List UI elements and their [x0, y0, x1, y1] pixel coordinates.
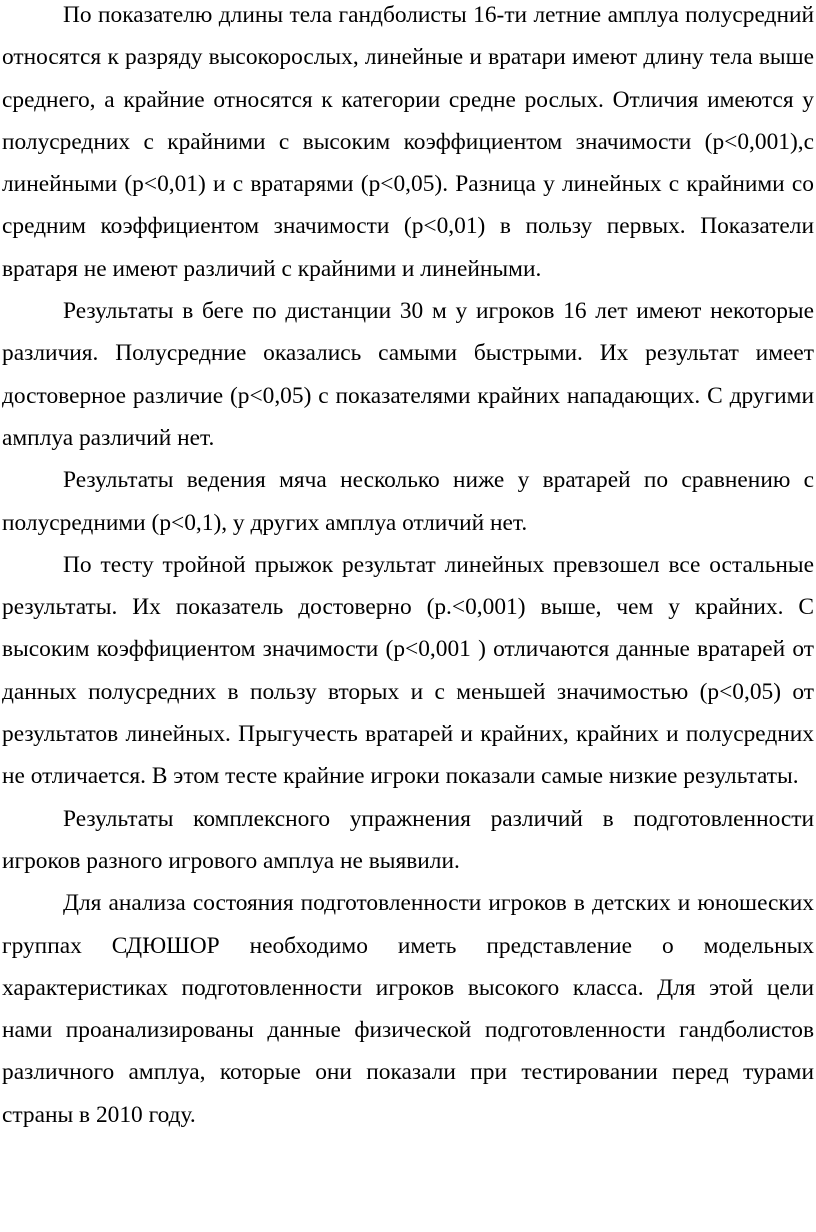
paragraph-model-characteristics: Для анализа состояния подготовленности игроков в детских и юношеских группах СДЮШОР необходимо иметь представление о модельных характеристиках подготовленности игроков высокого класса. Для этой цели нами проанализированы данные физической подготовленности гандболистов различного амплуа, которые они показали при тестировании перед турами страны в 2010 году.: [2, 890, 814, 1128]
paragraph-complex-exercise: Результаты комплексного упражнения различий в подготовленности игроков разного игрового амплуа не выявили.: [2, 805, 814, 874]
paragraph-ball-dribbling: Результаты ведения мяча несколько ниже у вратарей по сравнению с полусредними (p<0,1), у других амплуа отличий нет.: [2, 467, 814, 536]
paragraph-triple-jump: По тесту тройной прыжок результат линейных превзошел все остальные результаты. Их показатель достоверно (р.<0,001) выше, чем у крайних. С высоким коэффициентом значимости (p<0,001 ) отличаются данные вратарей от данных полусредних в пользу вторых и с меньшей значимостью (p<0,05) от результатов линейных. Прыгучесть вратарей и крайних, крайних и полусредних не отличается. В этом тесте крайние игроки показали самые низкие результаты.: [2, 551, 814, 790]
paragraph-sprint-30m: Результаты в беге по дистанции 30 м у игроков 16 лет имеют некоторые различия. Полусредние оказались самыми быстрыми. Их результат имеет достоверное различие (p<0,05) с показателями крайних нападающих. С другими амплуа различий нет.: [2, 298, 814, 451]
paragraph-body-length: По показателю длины тела гандболисты 16-ти летние амплуа полусредний относятся к разряду высокорослых, линейные и вратари имеют длину тела выше среднего, а крайние относятся к категории средне рослых. Отличия имеются у полусредних с крайними с высоким коэффициентом значимости (p<0,001),с линейными (p<0,01) и с вратарями (p<0,05). Разница у линейных с крайними со средним коэффициентом значимости (p<0,01) в пользу первых. Показатели вратаря не имеют различий с крайними и линейными.: [2, 2, 814, 282]
